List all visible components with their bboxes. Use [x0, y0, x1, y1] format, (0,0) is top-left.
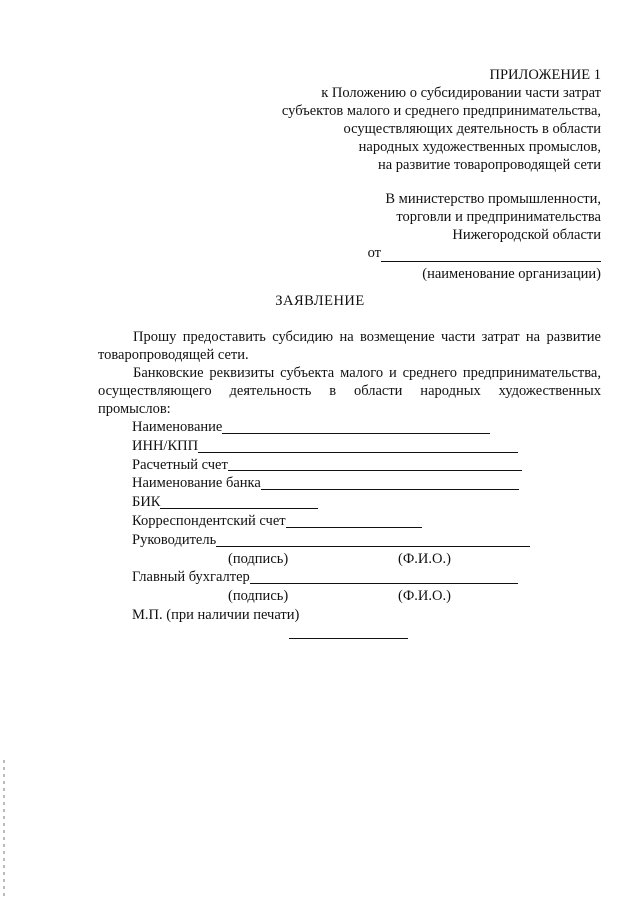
field-label: Расчетный счет: [132, 456, 228, 473]
field-row-bik: [132, 493, 530, 512]
appendix-line: народных художественных промыслов,: [358, 139, 601, 155]
field-row-head: [132, 531, 530, 550]
appendix-line: на развитие товаропроводящей сети: [377, 157, 601, 173]
bottom-divider: [289, 638, 408, 639]
field-row-name: [132, 418, 530, 437]
bank-input-line[interactable]: [261, 476, 519, 490]
field-label: Наименование банка: [132, 475, 261, 492]
from-line: [368, 244, 601, 262]
account-input-line[interactable]: [228, 457, 522, 471]
appendix-line: субъектов малого и среднего предпринимательства,: [281, 103, 601, 119]
addressee-block: [368, 190, 601, 283]
field-row-corr: [132, 512, 530, 531]
appendix-header: [282, 66, 601, 174]
appendix-line: осуществляющих деятельность в области: [343, 121, 601, 137]
addressee-line: Нижегородской области: [452, 227, 601, 243]
bank-details-text: Банковские реквизиты субъекта малого и среднего предпринимательства, осуществляющего деятельность в области народных художественных промыслов:: [98, 365, 601, 417]
scan-margin-artifact: [3, 760, 5, 900]
field-row-accountant: [132, 568, 530, 587]
accountant-input-line[interactable]: [250, 570, 518, 584]
request-paragraph: [98, 328, 601, 364]
from-label: от: [367, 245, 381, 261]
field-label: Руководитель: [132, 531, 217, 548]
appendix-line: к Положению о субсидировании части затрат: [321, 85, 601, 101]
field-label: БИК: [132, 494, 161, 511]
field-label: Корреспондентский счет: [132, 512, 286, 529]
field-row-inn: [132, 437, 530, 456]
bank-details-fields: [132, 418, 530, 625]
signature-caption: (подпись): [228, 588, 289, 605]
appendix-title: ПРИЛОЖЕНИЕ 1: [489, 67, 601, 83]
addressee-line: торговли и предпринимательства: [396, 209, 601, 225]
inn-input-line[interactable]: [198, 439, 518, 453]
signature-caption: (подпись): [228, 550, 289, 567]
field-label: Главный бухгалтер: [132, 569, 250, 586]
organization-name-field[interactable]: [381, 248, 601, 262]
field-label: Наименование: [132, 419, 223, 435]
field-row-account: [132, 456, 530, 475]
request-text: Прошу предоставить субсидию на возмещение части затрат на развитие товаропроводящей сети.: [98, 329, 601, 363]
corr-account-input-line[interactable]: [286, 514, 422, 528]
fio-caption: (Ф.И.О.): [398, 588, 451, 605]
head-signature-captions: [132, 550, 530, 569]
name-input-line[interactable]: [222, 420, 490, 434]
field-row-bank: [132, 474, 530, 493]
bik-input-line[interactable]: [160, 495, 318, 509]
head-input-line[interactable]: [216, 533, 530, 547]
addressee-line: В министерство промышленности,: [385, 191, 601, 207]
fio-caption: (Ф.И.О.): [398, 550, 451, 567]
field-label: ИНН/КПП: [132, 437, 199, 454]
organization-caption: (наименование организации): [422, 266, 601, 282]
document-title: ЗАЯВЛЕНИЕ: [275, 293, 365, 309]
bank-details-paragraph: [98, 364, 601, 418]
stamp-note: М.П. (при наличии печати): [132, 606, 300, 623]
accountant-signature-captions: [132, 587, 530, 606]
